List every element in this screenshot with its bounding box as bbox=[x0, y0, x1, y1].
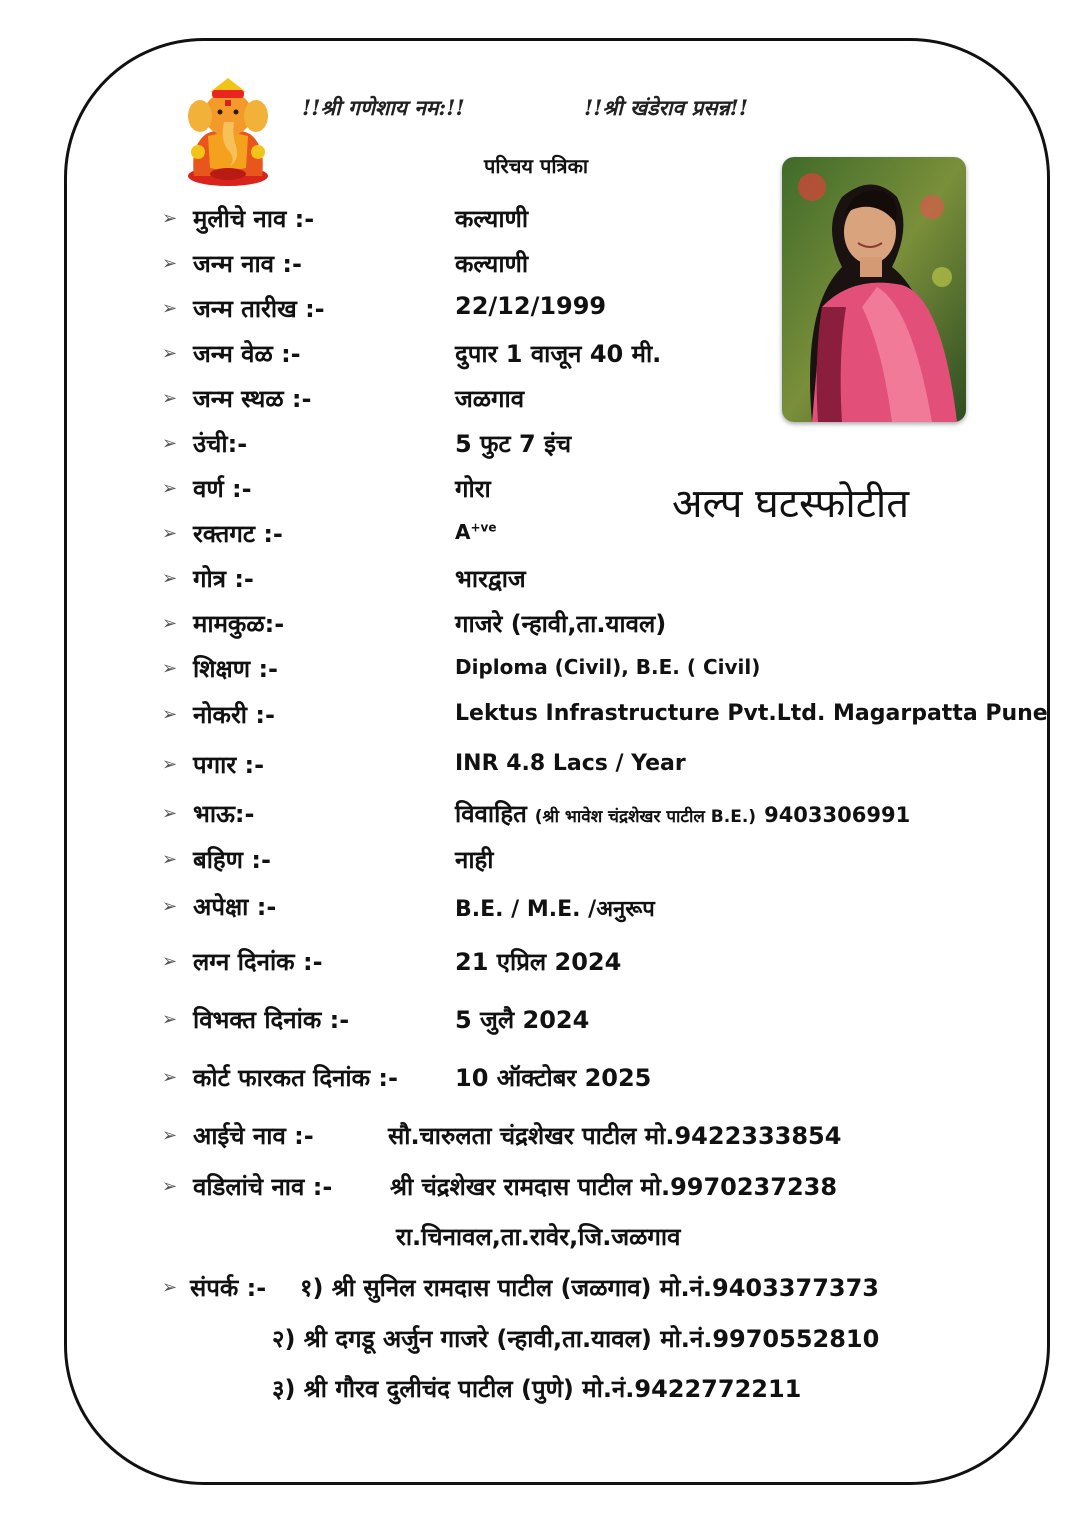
detail-value: गोरा bbox=[455, 475, 491, 503]
arrow-bullet-icon: ➢ bbox=[162, 388, 178, 409]
detail-row-sister bbox=[0, 843, 1075, 883]
brother-phone: 9403306991 bbox=[764, 803, 911, 827]
detail-value: भारद्वाज bbox=[455, 565, 526, 593]
detail-label: बहिण :- bbox=[193, 846, 271, 874]
detail-value bbox=[455, 797, 910, 830]
brother-status: विवाहित bbox=[455, 800, 527, 828]
detail-row-gotra bbox=[0, 562, 1075, 602]
arrow-bullet-icon: ➢ bbox=[162, 1277, 178, 1298]
detail-label: कोर्ट फारकत दिनांक :- bbox=[193, 1064, 398, 1092]
detail-label: वर्ण :- bbox=[193, 475, 252, 503]
parent-value: सौ.चारुलता चंद्रशेखर पाटील मो.9422333854 bbox=[388, 1122, 842, 1150]
parent-label: वडिलांचे नाव :- bbox=[193, 1173, 333, 1201]
address-line: रा.चिनावल,ता.रावेर,जि.जळगाव bbox=[396, 1223, 681, 1251]
detail-value: 21 एप्रिल 2024 bbox=[455, 948, 622, 976]
detail-row-mamkul bbox=[0, 607, 1075, 647]
page-title: परिचय पत्रिका bbox=[484, 154, 589, 178]
contact-label: संपर्क :- bbox=[190, 1274, 267, 1302]
detail-row-height bbox=[0, 427, 1075, 467]
contact-item: २) श्री दगडू अर्जुन गाजरे (न्हावी,ता.यावल) मो.नं.9970552810 bbox=[272, 1325, 880, 1353]
detail-value: नाही bbox=[455, 846, 494, 874]
detail-label: विभक्त दिनांक :- bbox=[193, 1006, 350, 1034]
arrow-bullet-icon: ➢ bbox=[162, 1009, 178, 1030]
detail-row-job bbox=[0, 698, 1075, 738]
parent-value: श्री चंद्रशेखर रामदास पाटील मो.9970237238 bbox=[390, 1173, 838, 1201]
detail-value: 5 जुलै 2024 bbox=[455, 1006, 590, 1034]
detail-row-marriage-date bbox=[0, 945, 1075, 985]
detail-value: 22/12/1999 bbox=[455, 292, 607, 320]
arrow-bullet-icon: ➢ bbox=[162, 951, 178, 972]
detail-label: अपेक्षा :- bbox=[193, 893, 277, 921]
arrow-bullet-icon: ➢ bbox=[162, 704, 178, 725]
blood-group-letter: A bbox=[455, 520, 471, 544]
arrow-bullet-icon: ➢ bbox=[162, 1176, 178, 1197]
detail-label: मामकुळ:- bbox=[193, 610, 285, 638]
blood-group-rh: +ve bbox=[470, 520, 497, 535]
detail-label: भाऊ:- bbox=[193, 800, 255, 828]
arrow-bullet-icon: ➢ bbox=[162, 658, 178, 679]
detail-row-divorce-date bbox=[0, 1061, 1075, 1101]
arrow-bullet-icon: ➢ bbox=[162, 343, 178, 364]
detail-label: गोत्र :- bbox=[193, 565, 254, 593]
arrow-bullet-icon: ➢ bbox=[162, 896, 178, 917]
detail-value: कल्याणी bbox=[455, 205, 529, 233]
detail-label: जन्म नाव :- bbox=[193, 250, 302, 278]
detail-label: जन्म वेळ :- bbox=[193, 340, 301, 368]
detail-row-separation-date bbox=[0, 1003, 1075, 1043]
detail-label: जन्म तारीख :- bbox=[193, 295, 325, 323]
detail-row-birth-name bbox=[0, 247, 1075, 287]
ganesh-icon bbox=[180, 76, 276, 188]
arrow-bullet-icon: ➢ bbox=[162, 253, 178, 274]
arrow-bullet-icon: ➢ bbox=[162, 1067, 178, 1088]
arrow-bullet-icon: ➢ bbox=[162, 433, 178, 454]
detail-value: Diploma (Civil), B.E. ( Civil) bbox=[455, 655, 761, 679]
contact-row bbox=[0, 1271, 1075, 1311]
parent-label: आईचे नाव :- bbox=[193, 1122, 314, 1150]
detail-row-dob bbox=[0, 292, 1075, 332]
detail-row-birth-time bbox=[0, 337, 1075, 377]
detail-row-education bbox=[0, 652, 1075, 692]
detail-value: Lektus Infrastructure Pvt.Ltd. Magarpatta Pune bbox=[455, 701, 1048, 726]
detail-row-brother bbox=[0, 797, 1075, 837]
detail-value: गाजरे (न्हावी,ता.यावल) bbox=[455, 610, 667, 638]
detail-label: नोकरी :- bbox=[193, 701, 275, 729]
detail-label: मुलीचे नाव :- bbox=[193, 205, 315, 233]
arrow-bullet-icon: ➢ bbox=[162, 298, 178, 319]
detail-row-birth-place bbox=[0, 382, 1075, 422]
detail-value: जळगाव bbox=[455, 385, 525, 413]
detail-value: कल्याणी bbox=[455, 250, 529, 278]
detail-value: B.E. / M.E. /अनुरूप bbox=[455, 897, 655, 922]
detail-label: लग्न दिनांक :- bbox=[193, 948, 323, 976]
arrow-bullet-icon: ➢ bbox=[162, 613, 178, 634]
detail-label: जन्म स्थळ :- bbox=[193, 385, 312, 413]
arrow-bullet-icon: ➢ bbox=[162, 1125, 178, 1146]
parent-row-mother bbox=[0, 1119, 1075, 1159]
invocation-ganesh: !!श्री गणेशाय नम:!! bbox=[302, 95, 465, 120]
arrow-bullet-icon: ➢ bbox=[162, 523, 178, 544]
arrow-bullet-icon: ➢ bbox=[162, 478, 178, 499]
contact-item: ३) श्री गौरव दुलीचंद पाटील (पुणे) मो.नं.9422772211 bbox=[272, 1375, 802, 1403]
arrow-bullet-icon: ➢ bbox=[162, 754, 178, 775]
detail-value: 5 फुट 7 इंच bbox=[455, 430, 572, 458]
arrow-bullet-icon: ➢ bbox=[162, 568, 178, 589]
detail-label: रक्तगट :- bbox=[193, 520, 283, 548]
detail-row-complexion bbox=[0, 472, 1075, 512]
detail-row-salary bbox=[0, 748, 1075, 788]
invocation-khanderao: !!श्री खंडेराव प्रसन्न!! bbox=[584, 95, 749, 120]
arrow-bullet-icon: ➢ bbox=[162, 208, 178, 229]
detail-value bbox=[455, 520, 497, 544]
detail-value: INR 4.8 Lacs / Year bbox=[455, 751, 686, 776]
arrow-bullet-icon: ➢ bbox=[162, 803, 178, 824]
detail-value: दुपार 1 वाजून 40 मी. bbox=[455, 340, 662, 368]
detail-row-name bbox=[0, 202, 1075, 242]
contact-item: १) श्री सुनिल रामदास पाटील (जळगाव) मो.नं.9403377373 bbox=[300, 1274, 879, 1302]
detail-value: 10 ऑक्टोबर 2025 bbox=[455, 1064, 652, 1092]
brother-detail: (श्री भावेश चंद्रशेखर पाटील B.E.) bbox=[534, 807, 757, 827]
detail-label: शिक्षण :- bbox=[193, 655, 279, 683]
detail-label: पगार :- bbox=[193, 751, 265, 779]
arrow-bullet-icon: ➢ bbox=[162, 849, 178, 870]
detail-row-blood-group bbox=[0, 517, 1075, 557]
detail-row-expectation bbox=[0, 890, 1075, 930]
status-note: अल्प घटस्फोटीत bbox=[672, 481, 910, 527]
detail-label: उंची:- bbox=[193, 430, 248, 458]
parent-row-father bbox=[0, 1170, 1075, 1210]
